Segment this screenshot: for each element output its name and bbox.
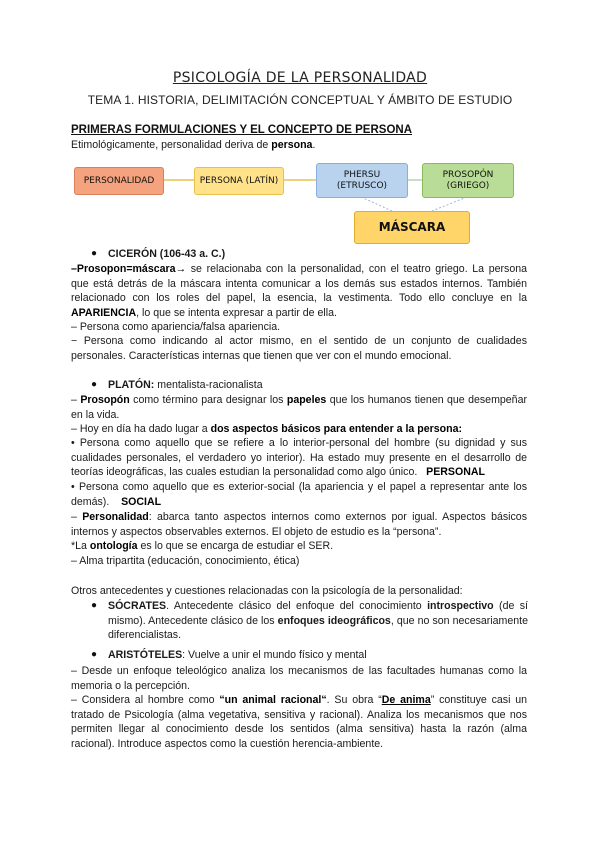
diagram-box-persona-latin: PERSONA (LATÍN) [194,167,284,195]
aristoteles-heading: ARISTÓTELES: Vuelve a unir el mundo físico y mental [108,649,367,661]
ciceron-paragraph-2: – Persona como apariencia/falsa apariencia. [71,321,281,333]
diagram-box-mascara: MÁSCARA [354,211,470,244]
document-subtitle: TEMA 1. HISTORIA, DELIMITACIÓN CONCEPTUAL Y ÁMBITO DE ESTUDIO [87,93,513,107]
diagram-box-phersu: PHERSU (ETRUSCO) [316,163,408,198]
diagram-box-personalidad: PERSONALIDAD [74,167,164,195]
document-title: PSICOLOGÍA DE LA PERSONALIDAD [172,70,428,86]
platon-paragraph-7: – Alma tripartita (educación, conocimiento, ética) [71,555,300,567]
bullet-icon: ● [91,379,98,390]
otros-intro: Otros antecedentes y cuestiones relacionadas con la psicología de la personalidad: [71,585,463,597]
ciceron-paragraph-3: − Persona como indicando al actor mismo, en el sentido de un conjunto de cualidades personales. Características internas que tienen que ver con el mundo emocional. [71,335,527,362]
aristoteles-paragraph-2: – Considera al hombre como “un animal racional“. Su obra “De anima” constituye casi un tratado de Psicología (alma vegetativa, sensitiva y racional). Analiza los mecanismos que nos permiten llegar al conocimiento desde los sentidos (alma sensitiva) hasta la razón (alma racional). Introduce aspectos como la cuestión herencia-ambiente. [71,694,528,750]
section-heading: PRIMERAS FORMULACIONES Y EL CONCEPTO DE PERSONA [71,124,413,136]
platon-paragraph-5: – Personalidad: abarca tanto aspectos internos como externos por igual. Aspectos básicos internos y aspectos observables externos. El objeto de estudio es la “persona”. [71,511,527,538]
bullet-icon: ● [91,649,98,660]
platon-paragraph-3: • Persona como aquello que se refiere a lo interior-personal del hombre (su dignidad y sus cualidades personales, el verdadero yo interior). Ha estado muy presente en el desarrollo de teorías ideográficas, las cuales estudian la personalidad como algo único. PERSONAL [71,437,527,478]
platon-paragraph-2: – Hoy en día ha dado lugar a dos aspectos básicos para entender a la persona: [71,423,462,435]
diagram-connectors [0,0,600,260]
platon-heading: PLATÓN: mentalista-racionalista [108,379,263,391]
bullet-icon: ● [91,248,98,259]
platon-paragraph-1: – Prosopón como término para designar los papeles que los humanos tienen que desempeñar en la vida. [71,394,527,421]
bullet-icon: ● [91,600,98,611]
platon-paragraph-6: *La ontología es lo que se encarga de estudiar el SER. [71,540,334,552]
aristoteles-paragraph-1: – Desde un enfoque teleológico analiza los mecanismos de las facultades humanas como la memoria o la percepción. [71,665,527,692]
intro-paragraph: Etimológicamente, personalidad deriva de persona. [71,139,316,151]
diagram-box-prosopon: PROSOPÓN (GRIEGO) [422,163,514,198]
ciceron-heading: CICERÓN (106-43 a. C.) [108,248,226,260]
ciceron-paragraph-1: –Prosopon=máscara→ se relacionaba con la personalidad, con el teatro griego. La persona que está detrás de la máscara intenta comunicar a los demás sus estados internos. También relacionado con los roles del papel, la esencia, la vestimenta. Todo ello concluye en la APARIENCIA, lo que se intenta expresar a partir de ella. [71,263,527,319]
socrates-paragraph: SÓCRATES. Antecedente clásico del enfoque del conocimiento introspectivo (de sí mismo). Antecedente clásico de los enfoques ideográficos, que no son necesariamente diferencialistas. [108,600,528,641]
platon-paragraph-4: • Persona como aquello que es exterior-social (la apariencia y el papel a representar ante los demás). SOCIAL [71,481,527,508]
